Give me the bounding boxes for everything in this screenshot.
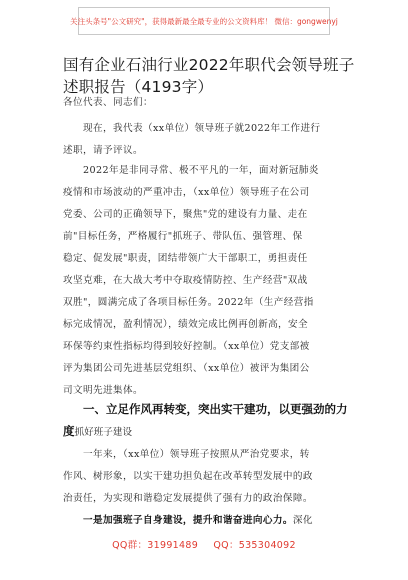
paragraph-line: 司文明先进集体。: [63, 385, 143, 396]
paragraph-line: 党委、公司的正确领导下，聚焦"党的建设有力量、走在: [63, 209, 308, 220]
title-line-1: 国有企业石油行业2022年职代会领导班子: [63, 56, 355, 74]
paragraph-line: 评为集团公司先进基层党组织、（xx单位）被评为集团公: [63, 363, 310, 374]
paragraph-line: 环保等约束性指标均得到较好控制。（xx单位）党支部被: [63, 341, 310, 352]
heading-line: 度: [63, 424, 75, 438]
footer-qq-group: QQ群：31991489: [112, 540, 199, 551]
footer-contact: [0, 537, 408, 551]
paragraph-point-1: [63, 510, 363, 532]
point-bold-text: 一是加强班子自身建设，提升和谐奋进向心力。: [83, 515, 293, 526]
greeting-line: 各位代表、同志们：: [63, 97, 153, 108]
section-heading-1: [63, 398, 363, 444]
paragraph-summary: [63, 160, 363, 402]
footer-qq: QQ：535304092: [213, 540, 296, 551]
paragraph-line: 标完成情况，盈利情况），绩效完成比例再创新高，安全: [63, 319, 309, 330]
paragraph-line: 疫情和市场波动的严重冲击，（xx单位）领导班子在公司: [63, 187, 310, 198]
paragraph-line: 攻坚克难，在大战大考中夺取疫情防控、生产经营"双战: [63, 275, 308, 286]
paragraph-line: 稳定、促发展"职责，团结带领广大干部职工，勇担责任: [63, 253, 308, 264]
title-line-2: 述职报告（4193字）: [63, 78, 214, 96]
paragraph-line: 现在，我代表（xx单位）领导班子就2022年工作进行: [83, 123, 321, 134]
promo-banner: [70, 7, 338, 35]
paragraph-line: 前"目标任务，严格履行"抓班子、带队伍、强管理、保: [63, 231, 303, 242]
paragraph-line: 作风、树形象，以实干建功担负起在改革转型发展中的政: [63, 471, 313, 482]
promo-banner-text: 关注头条号"公文研究"，获得最新最全最专业的公文资料库！ 微信：gongwenyj: [70, 16, 338, 26]
paragraph-line: 双胜"，圆满完成了各项目标任务。2022年（生产经营指: [63, 297, 314, 308]
heading-line: 一、立足作风再转变，突出实干建功，以更强劲的力: [83, 402, 348, 416]
paragraph-line: 述职，请予评议。: [63, 145, 143, 156]
paragraph-team: [63, 444, 363, 510]
paragraph-opening: [63, 118, 363, 162]
point-rest-text: 深化: [292, 515, 313, 526]
heading-line-rest: 抓好班子建设: [74, 427, 133, 438]
paragraph-line: 2022年是非同寻常、极不平凡的一年，面对新冠肺炎: [83, 165, 319, 176]
greeting: [63, 92, 363, 114]
paragraph-line: 治责任，为实现和谐稳定发展提供了强有力的政治保障。: [63, 493, 313, 504]
paragraph-line: 一年来，（xx单位）领导班子按照从严治党要求，转: [83, 449, 310, 460]
